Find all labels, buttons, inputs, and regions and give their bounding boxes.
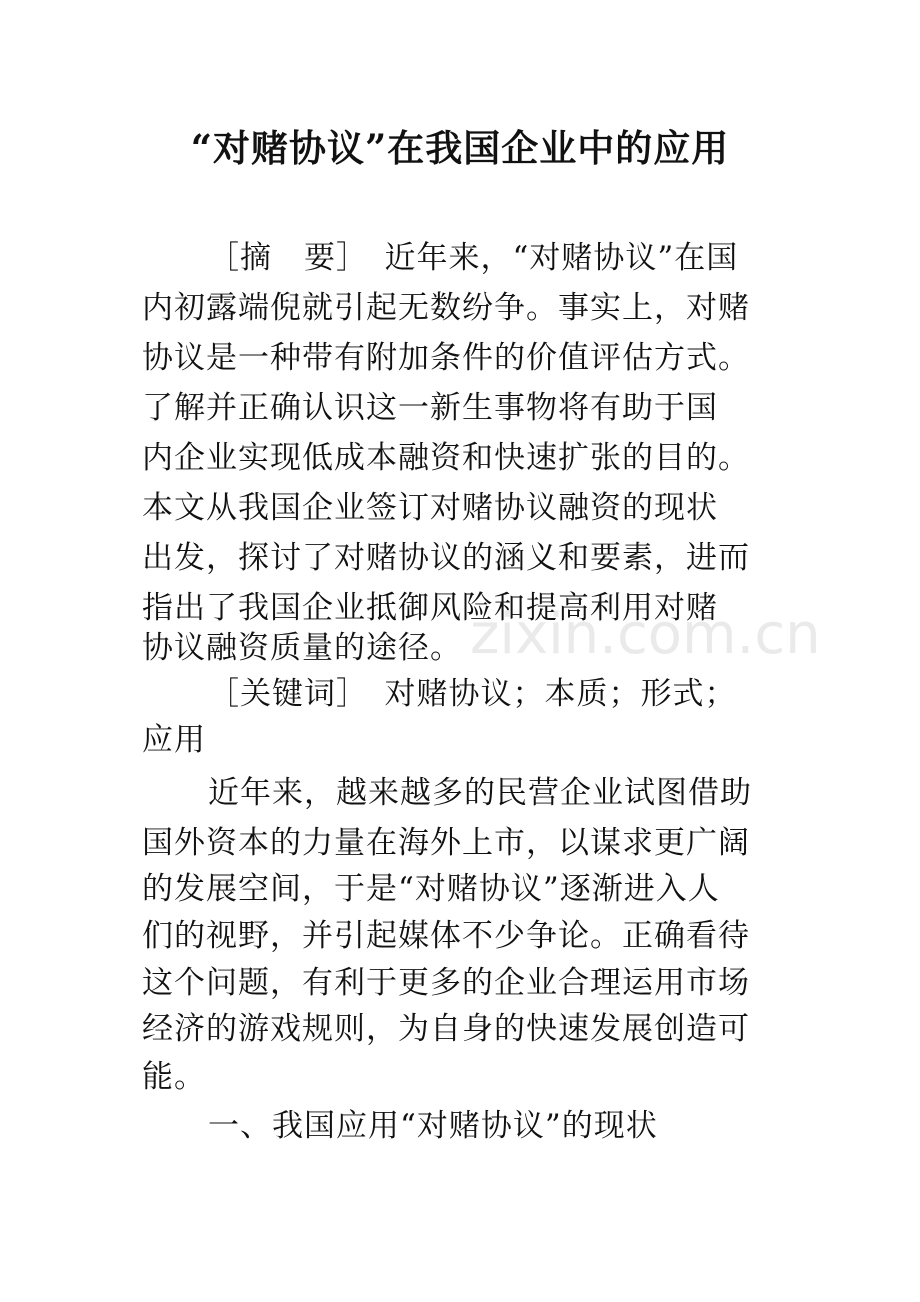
abstract-line: 内初露端倪就引起无数纷争。事实上，对赌 — [142, 290, 750, 326]
body-line: 经济的游戏规则，为自身的快速发展创造可 — [142, 1011, 750, 1047]
body-line: 国外资本的力量在海外上市，以谋求更广阔 — [142, 825, 750, 861]
abstract-line: 内企业实现低成本融资和快速扩张的目的。 — [142, 440, 750, 476]
keywords-line: 应用 — [142, 722, 206, 758]
abstract-line: 出发，探讨了对赌协议的涵义和要素，进而 — [142, 540, 750, 576]
body-line: 能。 — [142, 1059, 206, 1095]
keywords-line: ［关键词］ 对赌协议；本质；形式； — [208, 676, 737, 712]
watermark: zixin.com.cn — [470, 602, 821, 667]
document-title: “对赌协议”在我国企业中的应用 — [190, 126, 730, 170]
body-line: 这个问题，有利于更多的企业合理运用市场 — [142, 965, 750, 1001]
body-line: 近年来，越来越多的民营企业试图借助 — [208, 775, 752, 811]
body-line: 们的视野，并引起媒体不少争论。正确看待 — [142, 918, 750, 954]
abstract-line: 协议融资质量的途径。 — [142, 630, 462, 666]
abstract-line: 了解并正确认识这一新生事物将有助于国 — [142, 390, 718, 426]
abstract-line: 本文从我国企业签订对赌协议融资的现状 — [142, 490, 718, 526]
abstract-line: 协议是一种带有附加条件的价值评估方式。 — [142, 340, 750, 376]
abstract-line: ［摘 要］ 近年来，“对赌协议”在国 — [208, 240, 739, 276]
section-heading: 一、我国应用“对赌协议”的现状 — [208, 1108, 658, 1144]
body-line: 的发展空间，于是“对赌协议”逐渐进入人 — [142, 871, 720, 907]
abstract-line: 指出了我国企业抵御风险和提高利用对赌 — [142, 590, 718, 626]
